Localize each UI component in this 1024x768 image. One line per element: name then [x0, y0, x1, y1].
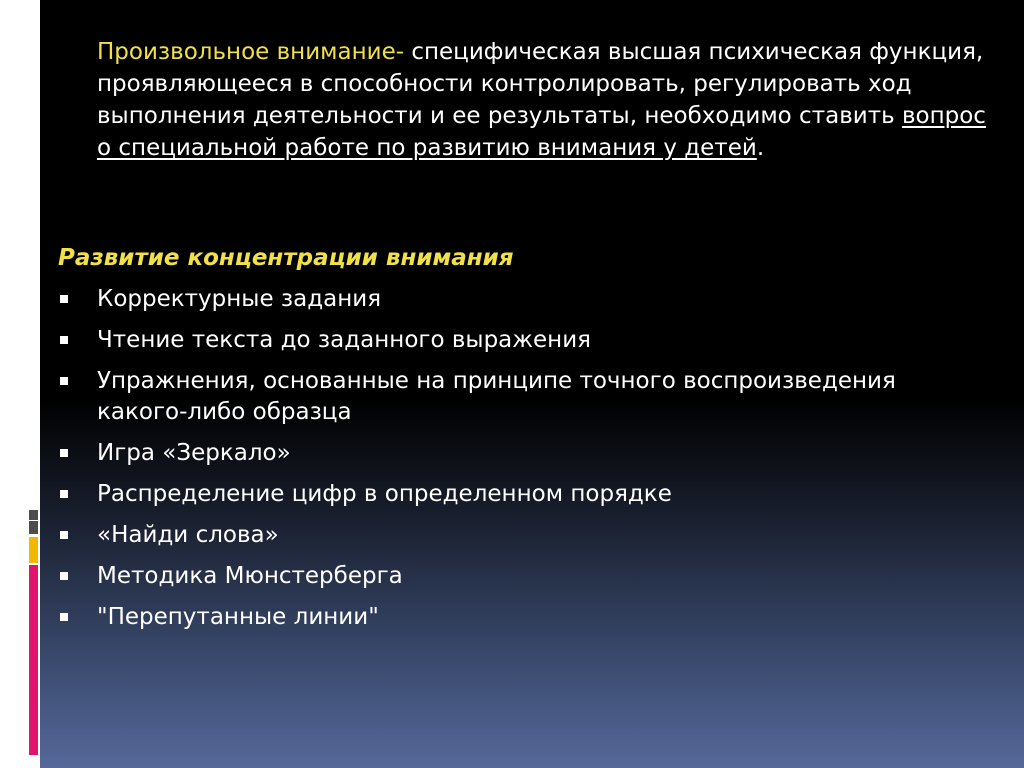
- intro-link[interactable]: вопрос о специальной работе по развитию внимания у детей: [97, 103, 986, 161]
- list-item-text: Чтение текста до заданного выражения: [97, 327, 591, 353]
- list-item: [58, 325, 978, 356]
- bullet-square-icon: [60, 336, 68, 344]
- list-item: [58, 520, 978, 551]
- bullet-square-icon: [60, 490, 68, 498]
- list-item: [58, 284, 978, 315]
- list-item: [58, 602, 978, 633]
- accent-bar-gold: [29, 537, 38, 563]
- left-band-decoration: [0, 0, 40, 768]
- list-item-text: Методика Мюнстерберга: [97, 563, 403, 589]
- list-item: [58, 561, 978, 592]
- list-item: [58, 366, 978, 428]
- accent-bar-gray: [29, 510, 38, 520]
- bullet-square-icon: [60, 613, 68, 621]
- bullet-square-icon: [60, 295, 68, 303]
- bullet-square-icon: [60, 572, 68, 580]
- accent-bar-magenta: [29, 565, 38, 755]
- list-item: [58, 438, 978, 469]
- intro-body: специфическая высшая психическая функция, проявляющееся в способности контролировать, регулировать ход выполнения деятельности и ее результаты, необходимо ставить: [97, 39, 984, 129]
- list-item-text: Корректурные задания: [97, 286, 382, 312]
- section-heading: Развитие концентрации внимания: [58, 245, 514, 271]
- bullet-square-icon: [60, 377, 68, 385]
- intro-term: Произвольное внимание-: [97, 39, 405, 65]
- list-item-text: Упражнения, основанные на принципе точного воспроизведения какого-либо образца: [97, 368, 896, 425]
- list-item-text: Игра «Зеркало»: [97, 440, 291, 466]
- intro-paragraph: [97, 36, 997, 164]
- list-item-text: «Найди слова»: [97, 522, 279, 548]
- exercise-list: [58, 284, 978, 643]
- intro-end: .: [756, 135, 765, 161]
- accent-bar-gray-2: [29, 521, 38, 534]
- list-item-text: Распределение цифр в определенном порядке: [97, 481, 672, 507]
- list-item-text: "Перепутанные линии": [97, 604, 379, 630]
- list-item: [58, 479, 978, 510]
- bullet-square-icon: [60, 531, 68, 539]
- bullet-square-icon: [60, 449, 68, 457]
